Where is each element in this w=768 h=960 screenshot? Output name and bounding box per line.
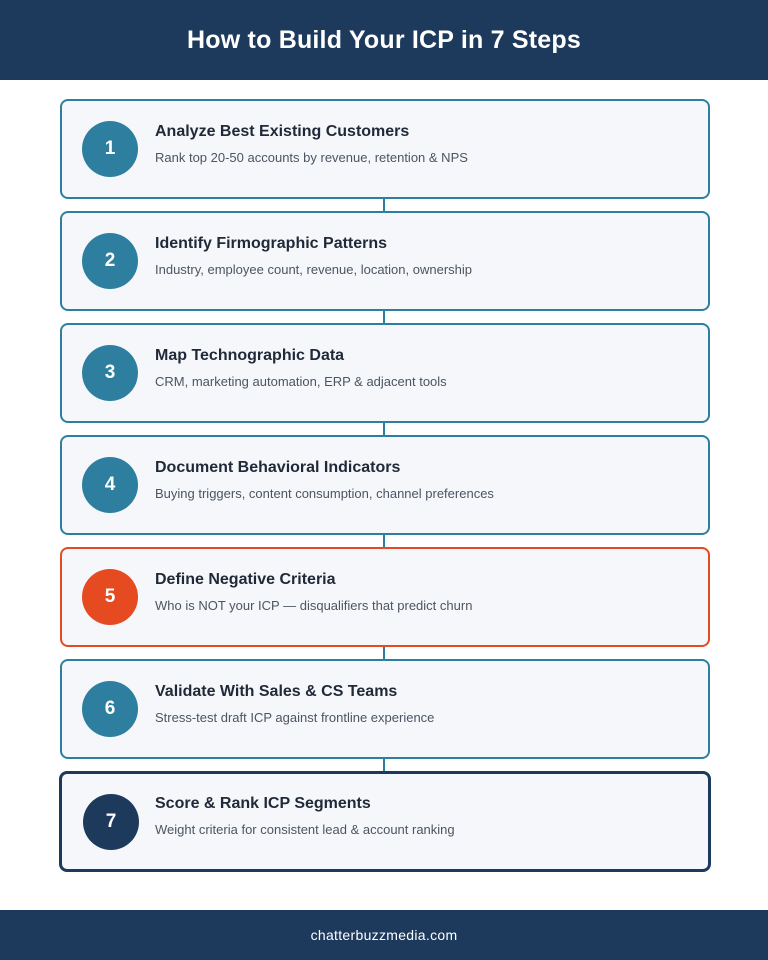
step-number-badge: 2 (82, 233, 138, 289)
footer-bar (0, 910, 768, 960)
step-card-1 (60, 99, 710, 199)
step-description: Who is NOT your ICP — disqualifiers that predict churn (155, 598, 473, 613)
step-card-2 (60, 211, 710, 311)
step-card-6 (60, 659, 710, 759)
step-title: Map Technographic Data (155, 347, 345, 364)
page-title: How to Build Your ICP in 7 Steps (187, 25, 581, 54)
step-description: Weight criteria for consistent lead & account ranking (155, 822, 455, 837)
step-title: Analyze Best Existing Customers (155, 123, 410, 140)
step-description: Industry, employee count, revenue, location, ownership (155, 262, 472, 277)
step-card-3 (60, 323, 710, 423)
step-title: Identify Firmographic Patterns (155, 235, 388, 252)
step-title: Validate With Sales & CS Teams (155, 683, 398, 700)
step-number-badge: 6 (82, 681, 138, 737)
step-description: Stress-test draft ICP against frontline experience (155, 710, 435, 725)
footer-website: chatterbuzzmedia.com (310, 927, 458, 943)
step-number-badge: 5 (82, 569, 138, 625)
step-description: CRM, marketing automation, ERP & adjacent tools (155, 374, 447, 389)
step-title: Document Behavioral Indicators (155, 459, 401, 476)
step-number-badge: 3 (82, 345, 138, 401)
step-number-badge: 4 (82, 457, 138, 513)
step-description: Buying triggers, content consumption, channel preferences (155, 486, 494, 501)
step-card-7 (59, 771, 711, 872)
step-number-badge: 7 (83, 794, 139, 850)
step-title: Score & Rank ICP Segments (155, 795, 371, 812)
step-card-4 (60, 435, 710, 535)
step-description: Rank top 20-50 accounts by revenue, retention & NPS (155, 150, 468, 165)
step-card-5 (60, 547, 710, 647)
step-number-badge: 1 (82, 121, 138, 177)
step-title: Define Negative Criteria (155, 571, 336, 588)
